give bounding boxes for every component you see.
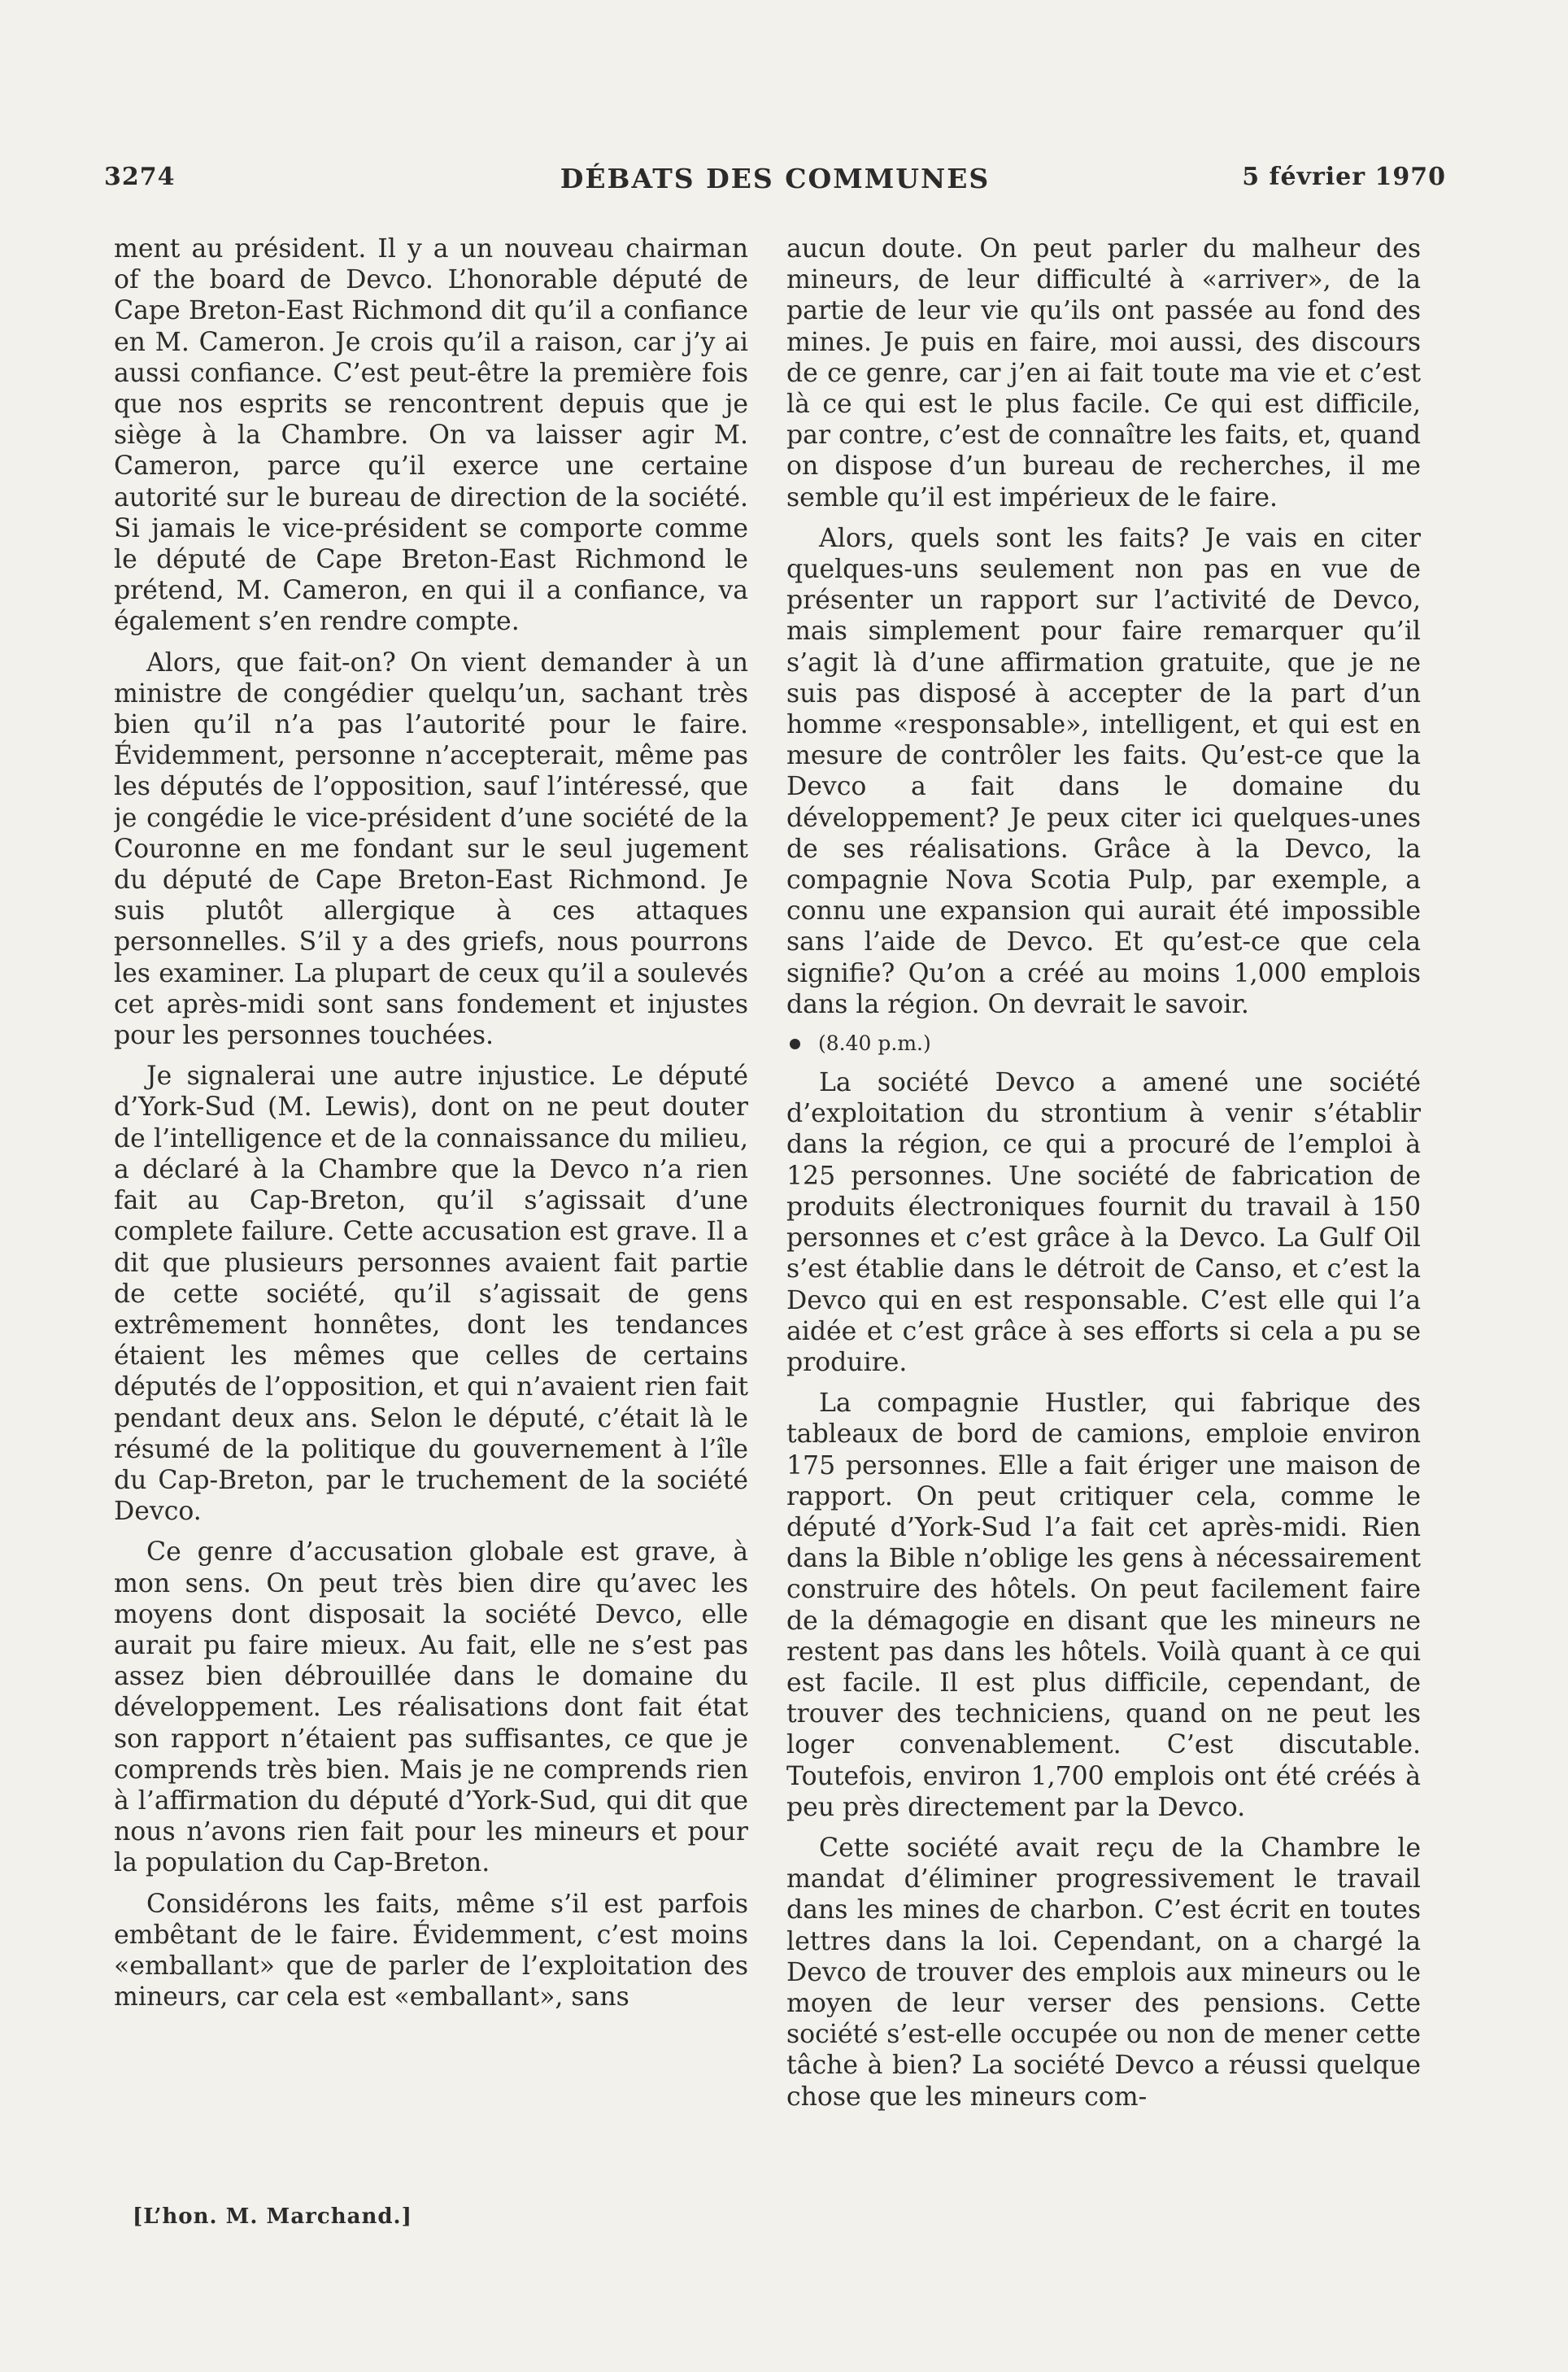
left-column [114,233,748,2259]
page-number: 3274 [104,163,176,191]
paragraph: Alors, quels sont les faits? Je vais en citer quelques-uns seulement non pas en vue de présenter un rapport sur l’activité de Devco, mais simplement pour faire remarquer qu’il s’agit là d’une affirmation gratuite, que je ne suis pas disposé à accepter de la part d’un homme «responsable», intelligent, et qui est en mesure de contrôler les faits. Qu’est-ce que la Devco a fait dans le domaine du développement? Je peux citer ici quelques-unes de ses réalisations. Grâce à la Devco, la compagnie Nova Scotia Pulp, par exemple, a connu une expansion qui aurait été impossible sans l’aide de Devco. Et qu’est-ce que cela signifie? Qu’on a créé au moins 1,000 emplois dans la région. On devrait le savoir. [786,523,1421,1019]
paragraph: La société Devco a amené une société d’exploitation du strontium à venir s’établir dans la région, ce qui a procuré de l’emploi à 125 personnes. Une société de fabrication de produits électroniques fournit du travail à 150 personnes et c’est grâce à la Devco. La Gulf Oil s’est établie dans le détroit de Canso, et c’est la Devco qui en est responsable. C’est elle qui l’a aidée et c’est grâce à ses efforts si cela a pu se produire. [786,1068,1421,1377]
paragraph: aucun doute. On peut parler du malheur des mineurs, de leur difficulté à «arriver», de la partie de leur vie qu’ils ont passée au fond des mines. Je puis en faire, moi aussi, des discours de ce genre, car j’en ai fait toute ma vie et c’est là ce qui est le plus facile. Ce qui est difficile, par contre, c’est de connaître les faits, et, quand on dispose d’un bureau de recherches, il me semble qu’il est impérieux de le faire. [786,234,1421,512]
paragraph: Ce genre d’accusation globale est grave, à mon sens. On peut très bien dire qu’avec les moyens dont disposait la société Devco, elle aurait pu faire mieux. Au fait, elle ne s’est pas assez bien débrouillée dans le domaine du développement. Les réalisations dont fait état son rapport n’étaient pas suffisantes, ce que je comprends très bien. Mais je ne comprends rien à l’affirmation du député d’York-Sud, qui dit que nous n’avons rien fait pour les mineurs et pour la population du Cap-Breton. [114,1537,748,1878]
speaker-footer: [L’hon. M. Marchand.] [133,2204,412,2229]
paragraph: Cette société avait reçu de la Chambre le mandat d’éliminer progressivement le travail dans les mines de charbon. C’est écrit en toutes lettres dans la loi. Cependant, on a chargé la Devco de trouver des emplois aux mineurs ou le moyen de leur verser des pensions. Cette société s’est-elle occupée ou non de mener cette tâche à bien? La société Devco a réussi quelque chose que les mineurs com- [786,1833,1421,2112]
page-header [104,163,1446,203]
time-marker [786,1030,1421,1057]
bullet-icon [790,1039,800,1049]
paragraph: Considérons les faits, même s’il est parfois embêtant de le faire. Évidemment, c’est moins «emballant» que de parler de l’exploitation des mineurs, car cela est «emballant», sans [114,1889,748,2012]
paragraph: Je signalerai une autre injustice. Le député d’York-Sud (M. Lewis), dont on ne peut douter de l’intelligence et de la connaissance du milieu, a déclaré à la Chambre que la Devco n’a rien fait au Cap-Breton, qu’il s’agissait d’une complete failure. Cette accusation est grave. Il a dit que plusieurs personnes avaient fait partie de cette société, qu’il s’agissait de gens extrêmement honnêtes, dont les tendances étaient les mêmes que celles de certains députés de l’opposition, et qui n’avaient rien fait pendant deux ans. Selon le député, c’était là le résumé de la politique du gouvernement à l’île du Cap-Breton, par le truchement de la société Devco. [114,1062,748,1527]
timestamp-text: (8.40 p.m.) [818,1031,931,1056]
sitting-date: 5 février 1970 [1242,163,1446,191]
paragraph: ment au président. Il y a un nouveau chairman of the board de Devco. L’honorable député de Cape Breton-East Richmond dit qu’il a confiance en M. Cameron. Je crois qu’il a raison, car j’y ai aussi confiance. C’est peut-être la première fois que nos esprits se rencontrent depuis que je siège à la Chambre. On va laisser agir M. Cameron, parce qu’il exerce une certaine autorité sur le bureau de direction de la société. Si jamais le vice-président se comporte comme le député de Cape Breton-East Richmond le prétend, M. Cameron, en qui il a confiance, va également s’en rendre compte. [114,234,748,637]
right-column [786,233,1421,2259]
publication-title: DÉBATS DES COMMUNES [560,163,991,194]
paragraph: Alors, que fait-on? On vient demander à un ministre de congédier quelqu’un, sachant très bien qu’il n’a pas l’autorité pour le faire. Évidemment, personne n’accepterait, même pas les députés de l’opposition, sauf l’intéressé, que je congédie le vice-président d’une société de la Couronne en me fondant sur le seul jugement du député de Cape Breton-East Richmond. Je suis plutôt allergique à ces attaques personnelles. S’il y a des griefs, nous pourrons les examiner. La plupart de ceux qu’il a soulevés cet après-midi sont sans fondement et injustes pour les personnes touchées. [114,648,748,1051]
paragraph: La compagnie Hustler, qui fabrique des tableaux de bord de camions, emploie environ 175 personnes. Elle a fait ériger une maison de rapport. On peut critiquer cela, comme le député d’York-Sud l’a fait cet après-midi. Rien dans la Bible n’oblige les gens à nécessairement construire des hôtels. On peut facilement faire de la démagogie en disant que les mineurs ne restent pas dans les hôtels. Voilà quant à ce qui est facile. Il est plus difficile, cependant, de trouver des techniciens, quand on ne peut les loger convenablement. C’est discutable. Toutefois, environ 1,700 emplois ont été créés à peu près directement par la Devco. [786,1389,1421,1822]
